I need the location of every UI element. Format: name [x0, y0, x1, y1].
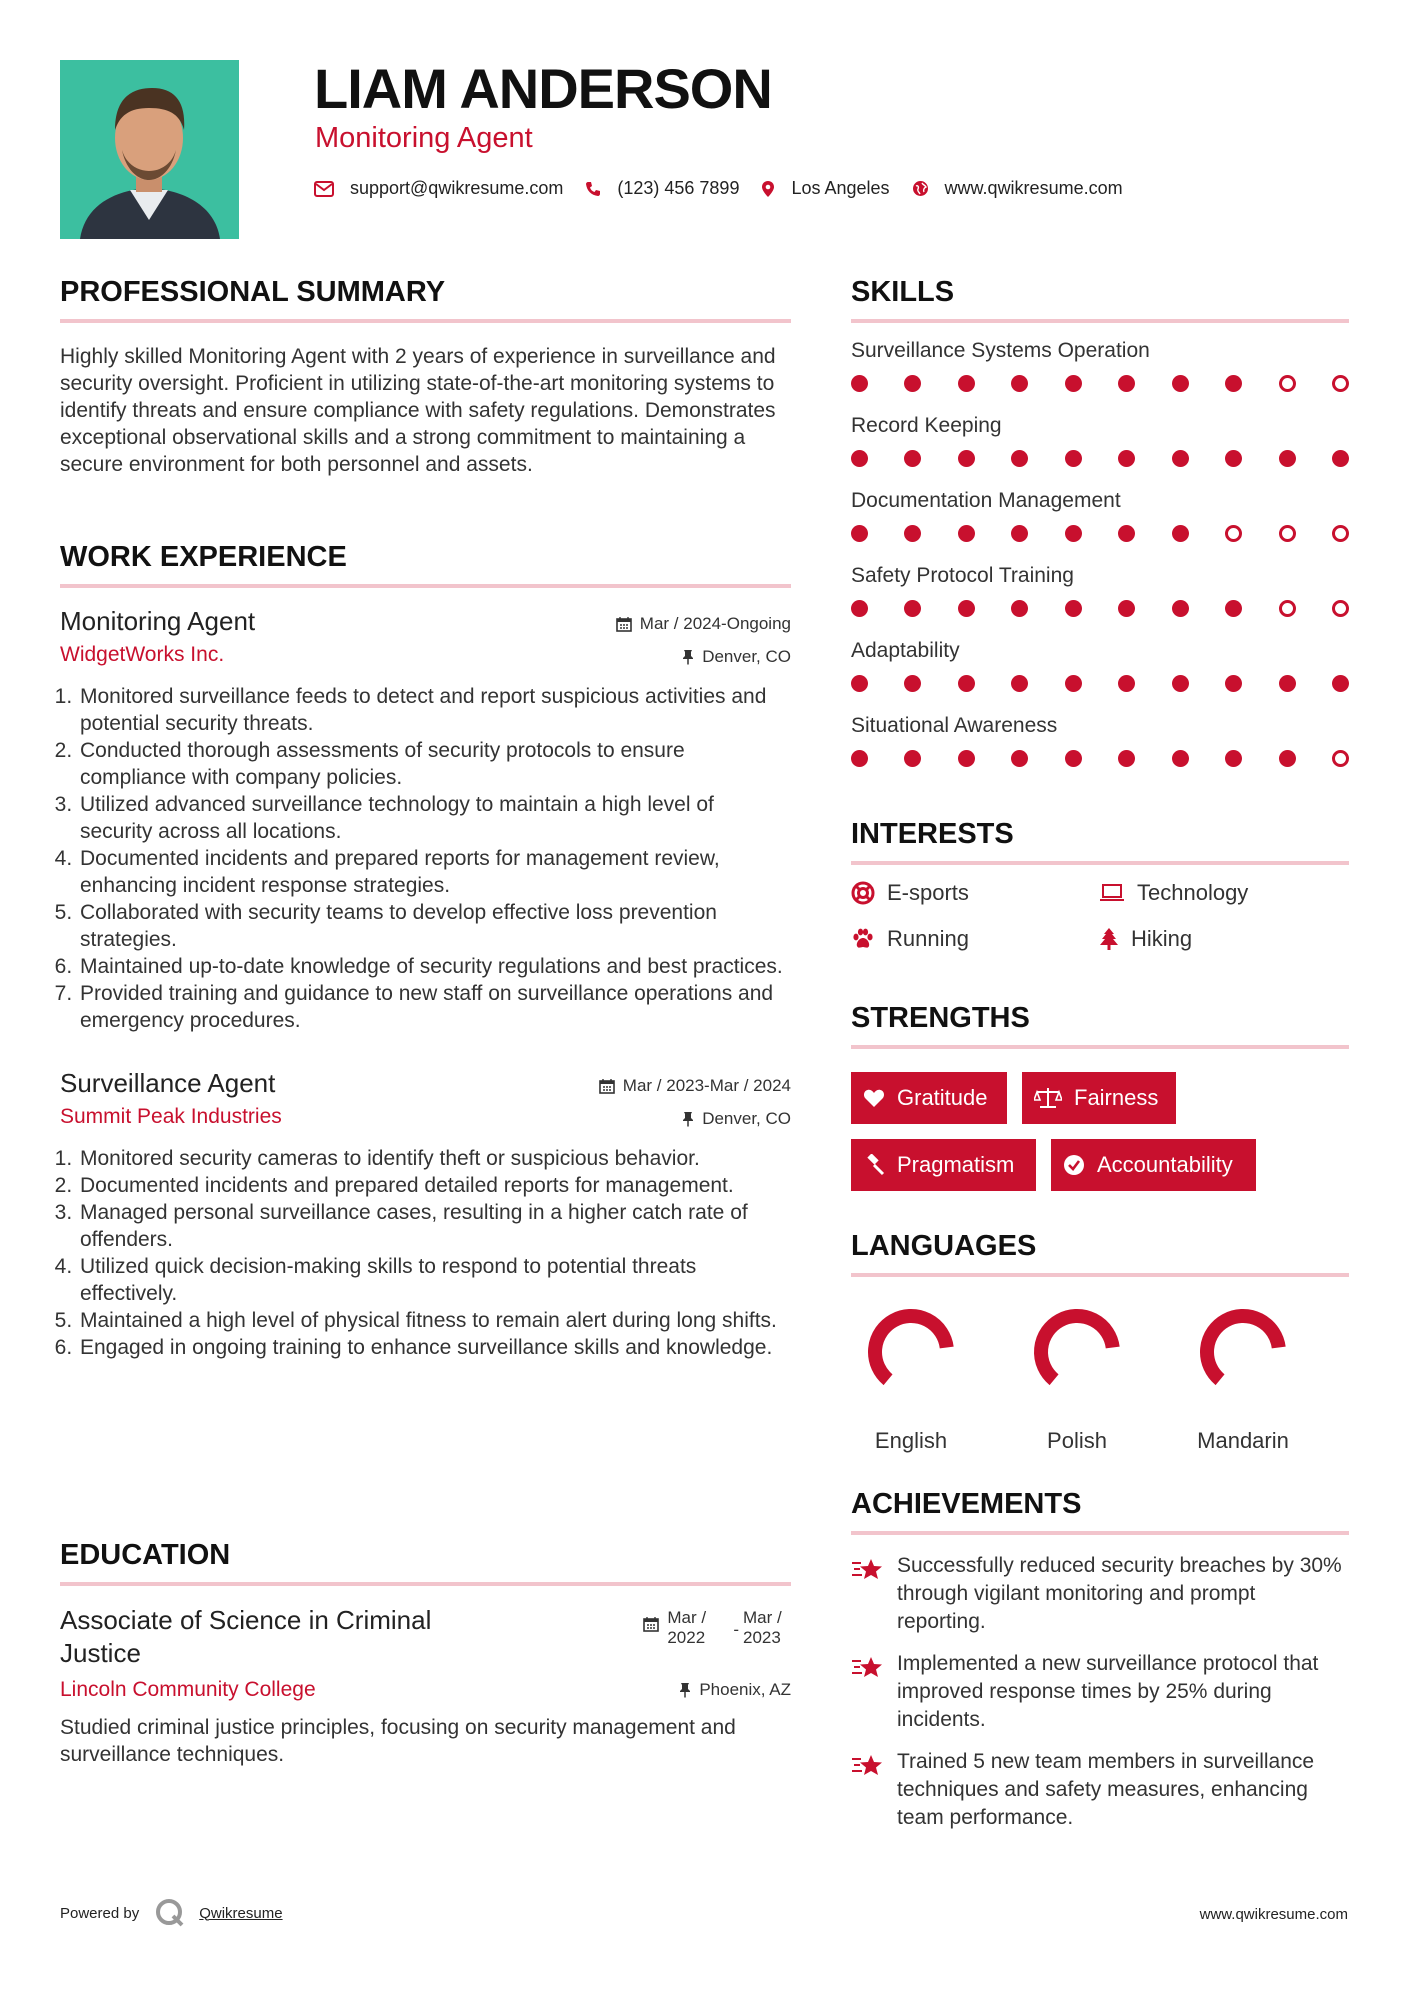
skill-label: Adaptability [851, 639, 960, 662]
skill-dot [1279, 525, 1296, 542]
interest-item [1099, 880, 1248, 906]
language-label: English [874, 1428, 948, 1453]
interest-item [851, 926, 969, 952]
strength-badge [851, 1139, 1036, 1191]
website-text: www.qwikresume.com [944, 178, 1123, 198]
skill-dot [1279, 450, 1296, 467]
phone-text: (123) 456 7899 [617, 178, 740, 198]
strength-badge [851, 1072, 1007, 1124]
language-gauge [1027, 1302, 1127, 1402]
skill-label: Documentation Management [851, 489, 1121, 512]
shooting-star-icon [851, 1654, 885, 1680]
skill-dot [1225, 750, 1242, 767]
job-bullet: 3. Managed personal surveillance cases, resulting in a higher catch rate of offenders. [78, 1199, 791, 1253]
skill-dot [904, 750, 921, 767]
strength-badge [1022, 1072, 1176, 1124]
skill-dot [1332, 450, 1349, 467]
interest-label: Running [887, 926, 969, 951]
job-bullet: 6. Maintained up-to-date knowledge of security regulations and best practices. [78, 953, 791, 980]
scale-icon [1034, 1087, 1062, 1109]
pushpin-icon [682, 1111, 694, 1127]
pushpin-icon [679, 1682, 691, 1698]
skill-dot [1332, 375, 1349, 392]
language-label: Mandarin [1197, 1428, 1289, 1453]
skill-dot [904, 375, 921, 392]
interest-label: E-sports [887, 880, 969, 905]
laptop-icon [1099, 883, 1125, 903]
skill-dot [1011, 750, 1028, 767]
paw-icon [851, 928, 875, 950]
skill-dot [851, 750, 868, 767]
skill-dot [1172, 675, 1189, 692]
achievements-heading: ACHIEVEMENTS [851, 1488, 1349, 1535]
skill-dot [851, 675, 868, 692]
skill-dot [1225, 675, 1242, 692]
envelope-icon [314, 181, 334, 197]
skill-dot [1011, 675, 1028, 692]
check-circle-icon [1063, 1154, 1085, 1176]
skill-dot [1279, 675, 1296, 692]
gavel-icon [863, 1154, 885, 1176]
skill-dot [1172, 600, 1189, 617]
contact-email[interactable] [314, 178, 563, 199]
calendar-icon [643, 1616, 659, 1632]
pushpin-icon [682, 649, 694, 665]
skill-item [851, 639, 1349, 714]
powered-by-text: Powered by [60, 1904, 140, 1922]
skill-dot [958, 750, 975, 767]
skills-section [851, 276, 1349, 789]
education-start: Mar / 2022 [667, 1608, 707, 1647]
skill-dot [1225, 600, 1242, 617]
job-bullet: 1. Monitored surveillance feeds to detect and report suspicious activities and potential security threats. [78, 683, 791, 737]
calendar-icon [616, 616, 632, 632]
achievements-section [851, 1488, 1349, 1848]
skill-dot [1118, 450, 1135, 467]
experience-section [60, 541, 791, 1361]
globe-icon [912, 180, 929, 197]
strength-label: Gratitude [897, 1085, 988, 1110]
education-end: Mar / 2023 [743, 1608, 782, 1647]
skill-dot [1225, 450, 1242, 467]
language-arc [875, 1316, 947, 1380]
interest-item [1099, 926, 1192, 952]
job-entry [60, 1068, 791, 1361]
school-name: Lincoln Community College [60, 1678, 316, 1701]
contact-phone[interactable] [585, 178, 739, 199]
strength-label: Accountability [1097, 1152, 1233, 1177]
brand-link[interactable]: Qwikresume [199, 1904, 283, 1922]
strength-label: Fairness [1074, 1085, 1159, 1110]
education-dash: - [733, 1620, 739, 1639]
skill-dot [1065, 375, 1082, 392]
job-bullet: 6. Engaged in ongoing training to enhance surveillance skills and knowledge. [78, 1334, 791, 1361]
candidate-title: Monitoring Agent [315, 122, 533, 154]
strengths-heading: STRENGTHS [851, 1002, 1349, 1049]
candidate-name: LIAM ANDERSON [314, 57, 772, 120]
skill-dot [851, 525, 868, 542]
job-bullet: 1. Monitored security cameras to identify theft or suspicious behavior. [78, 1145, 791, 1172]
job-bullets [60, 683, 791, 1034]
skill-item [851, 489, 1349, 564]
interests-heading: INTERESTS [851, 818, 1349, 865]
skill-dot [1172, 375, 1189, 392]
skill-dot [1118, 375, 1135, 392]
skill-dot [1065, 750, 1082, 767]
skill-dot [1011, 525, 1028, 542]
job-company: WidgetWorks Inc. [60, 643, 225, 666]
job-date: Mar / 2024-Ongoing [639, 614, 791, 633]
skill-dot [1011, 600, 1028, 617]
languages-section [851, 1230, 1349, 1453]
skill-rating [851, 450, 1349, 467]
degree-title: Associate of Science in Criminal Justice [60, 1605, 432, 1668]
school-location: Phoenix, AZ [699, 1680, 791, 1699]
interest-label: Hiking [1131, 926, 1193, 951]
language-arc [1041, 1316, 1113, 1380]
languages-heading: LANGUAGES [851, 1230, 1349, 1277]
strength-label: Pragmatism [897, 1152, 1015, 1177]
language-gauge [861, 1302, 961, 1402]
language-item [851, 1302, 971, 1454]
achievement-text: Implemented a new surveillance protocol that improved response times by 25% during incidents. [897, 1652, 1319, 1731]
experience-heading: WORK EXPERIENCE [60, 541, 791, 588]
skill-dot [958, 375, 975, 392]
skills-heading: SKILLS [851, 276, 1349, 323]
heart-icon [863, 1088, 885, 1108]
job-bullet: 4. Utilized quick decision-making skills to respond to potential threats effectively. [78, 1253, 791, 1307]
skill-dot [1172, 450, 1189, 467]
language-item [1017, 1302, 1137, 1454]
skill-dot [958, 600, 975, 617]
language-label: Polish [1047, 1428, 1107, 1453]
skill-dot [1332, 600, 1349, 617]
job-bullet: 3. Utilized advanced surveillance technology to maintain a high level of security across all locations. [78, 791, 791, 845]
footer-powered [60, 1898, 283, 1928]
lifebuoy-icon [851, 881, 875, 905]
contact-website[interactable] [912, 178, 1123, 199]
summary-heading: PROFESSIONAL SUMMARY [60, 276, 791, 323]
job-bullet: 7. Provided training and guidance to new staff on surveillance operations and emergency procedures. [78, 980, 791, 1034]
map-pin-icon [761, 180, 775, 198]
skill-item [851, 564, 1349, 639]
skill-rating [851, 600, 1349, 617]
language-item [1183, 1302, 1303, 1454]
achievement-item [851, 1748, 1349, 1832]
education-description: Studied criminal justice principles, focusing on security management and surveillance techniques. [60, 1716, 736, 1766]
contact-bar [314, 178, 1145, 199]
skill-dot [851, 375, 868, 392]
job-bullet: 2. Documented incidents and prepared detailed reports for management. [78, 1172, 791, 1199]
skill-item [851, 714, 1349, 789]
footer-url[interactable]: www.qwikresume.com [1199, 1906, 1348, 1923]
skill-dot [1118, 750, 1135, 767]
skill-dot [958, 450, 975, 467]
location-text: Los Angeles [791, 178, 890, 198]
skill-label: Safety Protocol Training [851, 564, 1074, 587]
skill-rating [851, 750, 1349, 767]
qwikresume-logo-icon [155, 1898, 185, 1928]
job-title: Surveillance Agent [60, 1068, 276, 1098]
skill-dot [1065, 600, 1082, 617]
skill-label: Situational Awareness [851, 714, 1058, 737]
skill-label: Surveillance Systems Operation [851, 339, 1150, 362]
skill-dot [1011, 375, 1028, 392]
achievement-text: Successfully reduced security breaches by 30% through vigilant monitoring and prompt reporting. [897, 1554, 1342, 1633]
achievement-text: Trained 5 new team members in surveillance techniques and safety measures, enhancing team performance. [897, 1750, 1315, 1829]
skill-dot [1065, 525, 1082, 542]
skill-dot [1011, 450, 1028, 467]
education-section [60, 1539, 791, 1768]
skill-dot [904, 525, 921, 542]
summary-section [60, 276, 791, 478]
skill-dot [904, 675, 921, 692]
skill-dot [1172, 525, 1189, 542]
job-location: Denver, CO [702, 647, 791, 666]
skill-dot [1225, 525, 1242, 542]
skill-dot [1332, 675, 1349, 692]
profile-photo [60, 60, 239, 239]
strength-badge [1051, 1139, 1256, 1191]
shooting-star-icon [851, 1752, 885, 1778]
job-bullet: 5. Maintained a high level of physical fitness to remain alert during long shifts. [78, 1307, 791, 1334]
skill-rating [851, 675, 1349, 692]
job-title: Monitoring Agent [60, 606, 256, 636]
job-bullet: 5. Collaborated with security teams to develop effective loss prevention strategies. [78, 899, 791, 953]
interests-section [851, 818, 1349, 968]
achievement-item [851, 1552, 1349, 1636]
language-gauge [1193, 1302, 1293, 1402]
language-arc [1207, 1316, 1279, 1380]
interest-label: Technology [1137, 880, 1249, 905]
skill-dot [1118, 525, 1135, 542]
email-text: support@qwikresume.com [350, 178, 564, 198]
job-bullet: 2. Conducted thorough assessments of security protocols to ensure compliance with company policies. [78, 737, 791, 791]
skill-item [851, 414, 1349, 489]
job-bullets [60, 1145, 791, 1361]
skills-list [851, 339, 1349, 789]
strengths-section [851, 1002, 1349, 1202]
job-company: Summit Peak Industries [60, 1105, 282, 1128]
skill-dot [1279, 600, 1296, 617]
skill-dot [1332, 750, 1349, 767]
tree-icon [1099, 927, 1119, 951]
skill-dot [1279, 375, 1296, 392]
skill-dot [1279, 750, 1296, 767]
skill-dot [851, 600, 868, 617]
skill-dot [1172, 750, 1189, 767]
skill-dot [958, 675, 975, 692]
phone-icon [585, 181, 601, 197]
skill-dot [1332, 525, 1349, 542]
shooting-star-icon [851, 1556, 885, 1582]
skill-dot [1065, 450, 1082, 467]
job-bullet: 4. Documented incidents and prepared reports for management review, enhancing incident response strategies. [78, 845, 791, 899]
skill-dot [1118, 600, 1135, 617]
education-heading: EDUCATION [60, 1539, 791, 1586]
skill-rating [851, 375, 1349, 392]
job-entry [60, 606, 791, 1034]
job-date: Mar / 2023-Mar / 2024 [622, 1076, 791, 1095]
achievement-item [851, 1650, 1349, 1734]
skill-dot [1225, 375, 1242, 392]
contact-location [761, 178, 889, 199]
skill-rating [851, 525, 1349, 542]
skill-label: Record Keeping [851, 414, 1002, 437]
interest-item [851, 880, 969, 906]
summary-text: Highly skilled Monitoring Agent with 2 years of experience in surveillance and security oversight. Proficient in utilizing state-of-the-art monitoring systems to identify threats and ensure compliance with safety regulations. Demonstrates exceptional observational skills and a strong commitment to maintaining a secure environment for both personnel and assets. [60, 345, 776, 476]
calendar-icon [599, 1078, 615, 1094]
skill-dot [851, 450, 868, 467]
skill-dot [904, 450, 921, 467]
skill-dot [958, 525, 975, 542]
skill-dot [904, 600, 921, 617]
skill-dot [1065, 675, 1082, 692]
job-location: Denver, CO [702, 1109, 791, 1128]
skill-item [851, 339, 1349, 414]
skill-dot [1118, 675, 1135, 692]
